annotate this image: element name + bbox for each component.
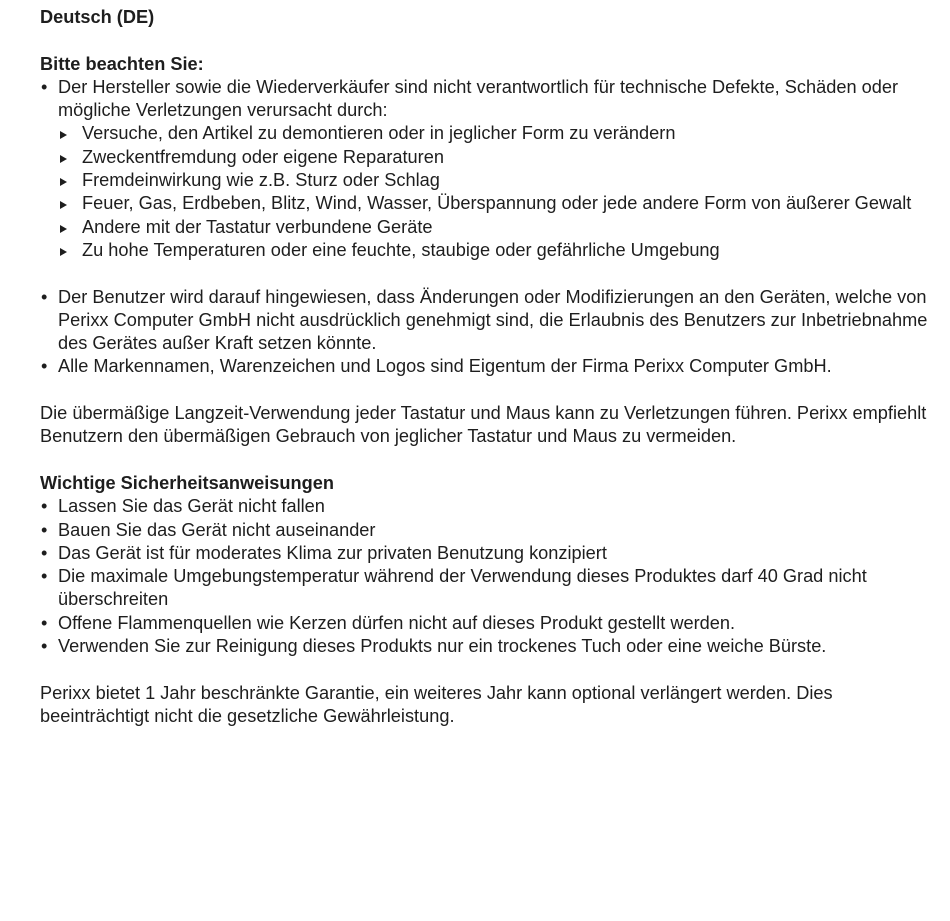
cause-text: Fremdeinwirkung wie z.B. Sturz oder Schlag	[82, 170, 440, 191]
bullet-dot-icon: •	[41, 612, 48, 633]
safety-item	[40, 495, 930, 518]
notice-bullet-text: Der Benutzer wird darauf hingewiesen, dass Änderungen oder Modifizierungen an den Geräten, welche von Perixx Computer GmbH nicht ausdrücklich genehmigt sind, die Erlaubnis des Benutzers zur Inbetriebnahme des Gerätes außer Kraft setzen könnte.	[58, 286, 928, 354]
bullet-dot-icon: •	[41, 356, 48, 377]
safety-item-text: Bauen Sie das Gerät nicht auseinander	[58, 519, 376, 540]
cause-item	[40, 122, 930, 145]
warranty-paragraph: Perixx bietet 1 Jahr beschränkte Garantie, ein weiteres Jahr kann optional verlängert werden. Dies beeinträchtigt nicht die gesetzliche Gewährleistung.	[40, 682, 833, 726]
bullet-dot-icon: •	[41, 496, 48, 517]
notice-bullet-text: Alle Markennamen, Warenzeichen und Logos sind Eigentum der Firma Perixx Computer GmbH.	[58, 356, 832, 377]
language-title: Deutsch (DE)	[40, 7, 155, 27]
bullet-dot-icon: •	[41, 566, 48, 587]
bullet-dot-icon: •	[41, 542, 48, 563]
safety-item-text: Verwenden Sie zur Reinigung dieses Produkts nur ein trockenes Tuch oder eine weiche Bürste.	[58, 636, 827, 657]
spacer	[40, 379, 930, 402]
cause-text: Feuer, Gas, Erdbeben, Blitz, Wind, Wasser, Überspannung oder jede andere Form von äußerer Gewalt	[82, 193, 912, 214]
safety-item-text: Die maximale Umgebungstemperatur während der Verwendung dieses Produktes darf 40 Grad nicht überschreiten	[58, 566, 867, 610]
cause-item	[40, 239, 930, 262]
cause-text: Andere mit der Tastatur verbundene Geräte	[82, 216, 433, 237]
spacer	[40, 262, 930, 285]
triangle-bullet-icon	[60, 155, 67, 163]
triangle-bullet-icon	[60, 201, 67, 209]
cause-item	[40, 192, 930, 215]
safety-list	[40, 495, 930, 658]
safety-heading: Wichtige Sicherheitsanweisungen	[40, 472, 334, 493]
safety-item	[40, 612, 930, 635]
usage-warning-paragraph: Die übermäßige Langzeit-Verwendung jeder Tastatur und Maus kann zu Verletzungen führen. Perixx empfiehlt Benutzern den übermäßigen Gebrauch von jeglicher Tastatur und Maus zu vermeiden.	[40, 403, 927, 447]
safety-item	[40, 519, 930, 542]
spacer	[40, 449, 930, 472]
bullet-dot-icon: •	[41, 519, 48, 540]
cause-item	[40, 216, 930, 239]
document-page	[40, 6, 930, 728]
cause-item	[40, 146, 930, 169]
cause-text: Versuche, den Artikel zu demontieren oder in jeglicher Form zu verändern	[82, 123, 676, 144]
safety-item	[40, 542, 930, 565]
triangle-bullet-icon	[60, 131, 67, 139]
notice-bullet-liability	[40, 76, 930, 123]
safety-item-text: Lassen Sie das Gerät nicht fallen	[58, 496, 325, 517]
bullet-dot-icon: •	[41, 286, 48, 307]
bullet-dot-icon: •	[41, 76, 48, 97]
safety-item	[40, 635, 930, 658]
cause-item	[40, 169, 930, 192]
safety-item	[40, 565, 930, 612]
notice-bullet-modification	[40, 286, 930, 356]
cause-text: Zweckentfremdung oder eigene Reparaturen	[82, 146, 444, 167]
bullet-dot-icon: •	[41, 636, 48, 657]
spacer	[40, 658, 930, 681]
triangle-bullet-icon	[60, 225, 67, 233]
notice-bullet-text: Der Hersteller sowie die Wiederverkäufer sind nicht verantwortlich für technische Defekte, Schäden oder mögliche Verletzungen verursacht durch:	[58, 76, 899, 121]
spacer	[40, 29, 930, 52]
triangle-bullet-icon	[60, 178, 67, 186]
safety-item-text: Das Gerät ist für moderates Klima zur privaten Benutzung konzipiert	[58, 542, 607, 563]
notice-heading: Bitte beachten Sie:	[40, 53, 204, 74]
safety-item-text: Offene Flammenquellen wie Kerzen dürfen nicht auf dieses Produkt gestellt werden.	[58, 612, 736, 633]
notice-bullet-trademarks	[40, 355, 930, 378]
cause-text: Zu hohe Temperaturen oder eine feuchte, staubige oder gefährliche Umgebung	[82, 239, 720, 260]
causes-list	[40, 122, 930, 262]
triangle-bullet-icon	[60, 248, 67, 256]
